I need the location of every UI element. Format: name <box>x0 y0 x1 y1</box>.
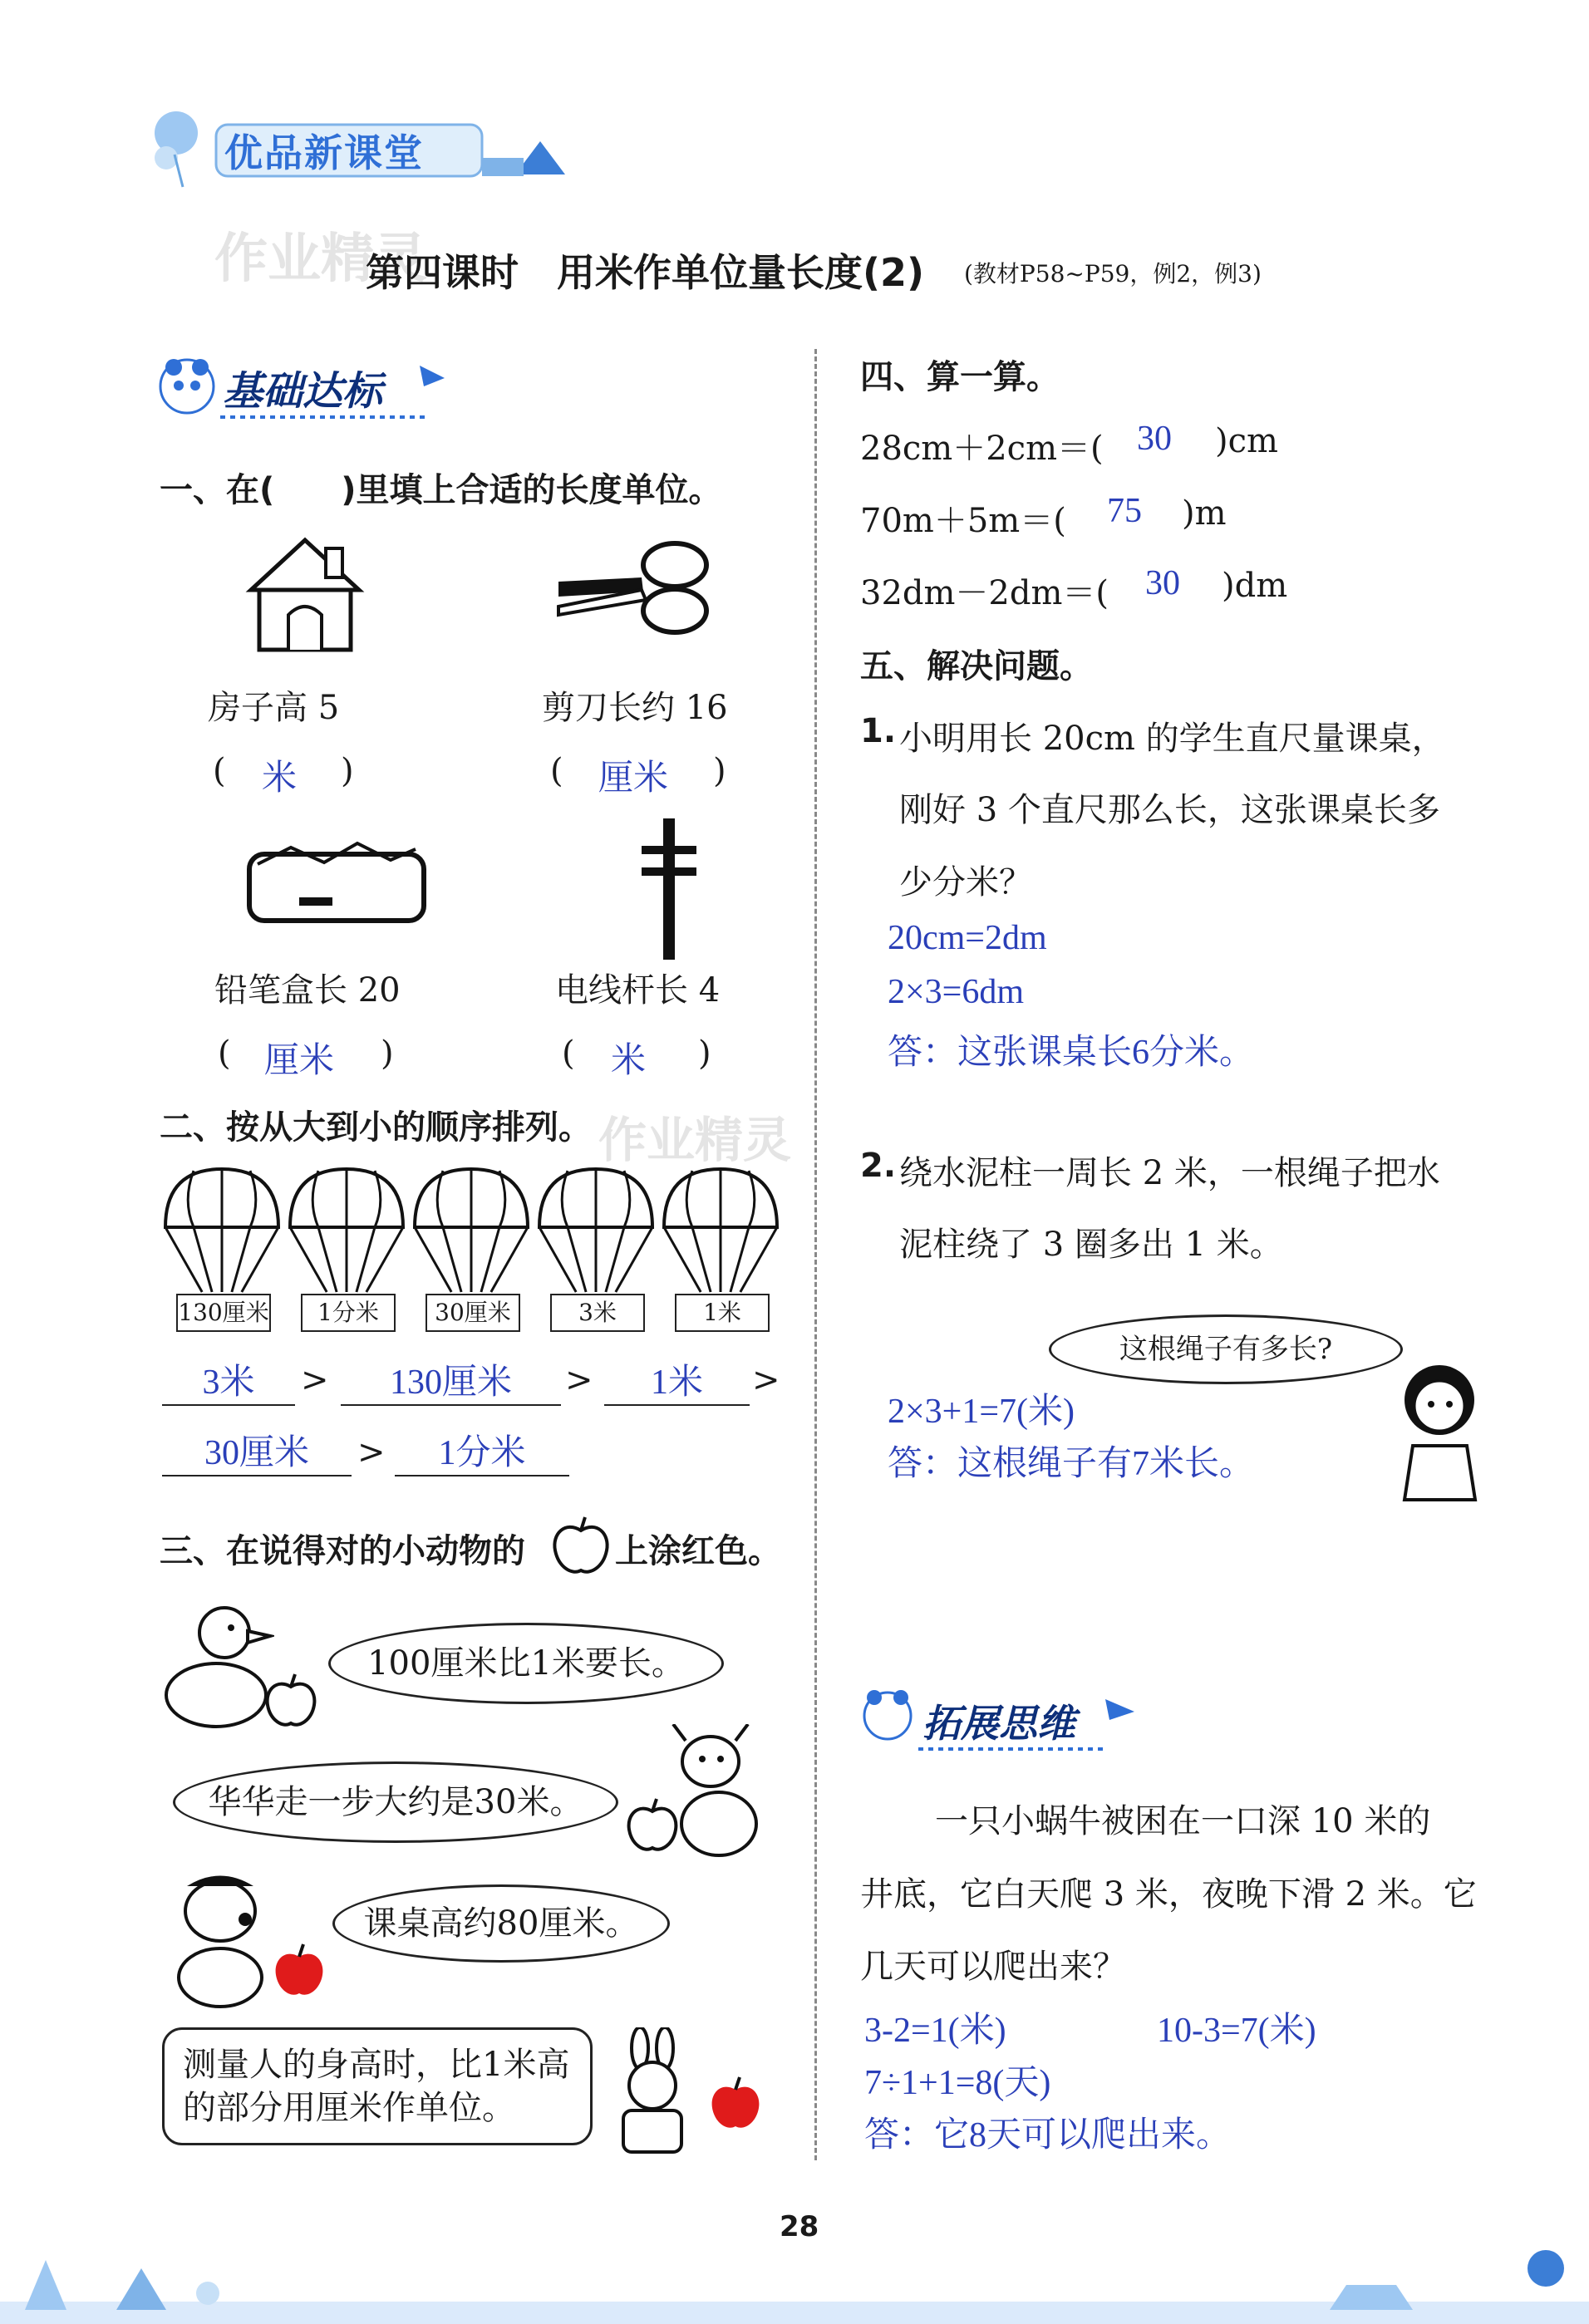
watermark-2: 作业精灵 <box>598 1112 792 1168</box>
q1-item-scissors-paren-close: ) <box>713 752 726 790</box>
q1-item-pole-label: 电线杆长 4 <box>555 971 721 1010</box>
q5-p2-answer-2[interactable]: 答：这根绳子有7米长。 <box>888 1445 1255 1483</box>
watermark: 作业精灵 <box>214 228 427 290</box>
pencil-box-icon <box>241 831 432 931</box>
parachute-4 <box>539 1169 652 1292</box>
ext-line-1: 一只小蜗牛被困在一口深 10 米的 <box>935 1802 1431 1840</box>
q4-row-1-answer[interactable]: 30 <box>1137 420 1172 458</box>
q2-answer-3[interactable]: 1米 <box>604 1354 750 1406</box>
apple-outline-icon-duck <box>262 1670 320 1732</box>
q1-item-scissors-answer[interactable]: 厘米 <box>598 759 669 798</box>
bubble-duck: 100厘米比1米要长。 <box>328 1623 724 1704</box>
ext-answer-2[interactable]: 10-3=7(米) <box>1157 2012 1316 2050</box>
ext-answer-1[interactable]: 3-2=1(米) <box>864 2012 1006 2050</box>
q5-p2-line-2: 泥柱绕了 3 圈多出 1 米。 <box>899 1226 1283 1264</box>
q5-p2-line-1: 绕水泥柱一周长 2 米，一根绳子把水 <box>899 1154 1440 1192</box>
q2-answer-1[interactable]: 3米 <box>162 1354 295 1406</box>
bubble-deer: 华华走一步大约是30米。 <box>173 1761 618 1843</box>
brand-title: 优品新课堂 <box>224 130 424 175</box>
chute-label-3: 30厘米 <box>426 1294 520 1332</box>
apple-outline-icon <box>549 1512 613 1579</box>
q2-answer-2[interactable]: 130厘米 <box>341 1354 561 1406</box>
chute-label-1: 130厘米 <box>176 1294 271 1332</box>
q4-row-2-answer[interactable]: 75 <box>1107 492 1142 530</box>
q1-item-pencilbox-answer[interactable]: 厘米 <box>264 1042 335 1080</box>
pole-icon <box>632 814 706 964</box>
q4-row-1-expr: 28cm＋2cm＝( <box>860 430 1104 468</box>
parachute-1 <box>165 1169 278 1292</box>
ext-answer-4[interactable]: 答：它8天可以爬出来。 <box>864 2116 1232 2154</box>
apple-outline-icon-deer <box>623 1795 681 1857</box>
q5-p1-answer-3[interactable]: 答：这张课桌长6分米。 <box>888 1034 1255 1072</box>
q4-row-1-unit: )cm <box>1215 422 1278 460</box>
parachute-5 <box>664 1169 777 1292</box>
q5-p2-answer-1[interactable]: 2×3+1=7(米) <box>888 1393 1075 1431</box>
q4-row-3-answer[interactable]: 30 <box>1145 564 1180 602</box>
q5-p1-line-3: 少分米？ <box>899 863 1032 902</box>
q5-p1-answer-2[interactable]: 2×3=6dm <box>888 973 1025 1011</box>
q5-p2-bubble: 这根绳子有多长? <box>1049 1314 1403 1384</box>
q4-row-3-unit: )dm <box>1222 567 1288 605</box>
q2-gt-4: > <box>357 1433 386 1472</box>
q5-p2-number: 2. <box>860 1147 897 1185</box>
bubble-dog: 课桌高约80厘米。 <box>332 1884 670 1963</box>
q4-title: 四、算一算。 <box>860 358 1060 396</box>
q2-answer-4[interactable]: 30厘米 <box>162 1425 352 1476</box>
girl-icon <box>1388 1354 1496 1504</box>
q3-title: 三、在说得对的小动物的 <box>160 1532 525 1570</box>
q2-gt-3: > <box>752 1361 780 1399</box>
q1-item-house-paren-open: ( <box>213 752 226 790</box>
ext-line-2: 井底，它白天爬 3 米，夜晚下滑 2 米。它 <box>860 1875 1477 1914</box>
q5-p1-line-1: 小明用长 20cm 的学生直尺量课桌， <box>899 720 1445 758</box>
q1-item-pencilbox-paren-close: ) <box>381 1034 394 1073</box>
chute-label-5: 1米 <box>675 1294 770 1332</box>
q1-title: 一、在( )里填上合适的长度单位。 <box>160 471 722 509</box>
q1-item-pencilbox-label: 铅笔盒长 20 <box>214 971 401 1010</box>
q4-row-2-unit: )m <box>1182 494 1227 533</box>
apple-red-icon <box>270 1940 328 2002</box>
q1-item-scissors-paren-open: ( <box>550 752 563 790</box>
rabbit-icon <box>598 2027 706 2169</box>
q2-answer-5[interactable]: 1分米 <box>395 1425 569 1476</box>
q3-title-end: 上涂红色。 <box>615 1532 781 1570</box>
lesson-title: 第四课时 用米作单位量长度(2) <box>366 250 925 295</box>
duck-icon <box>158 1599 274 1732</box>
q5-title: 五、解决问题。 <box>860 647 1093 685</box>
page-number: 28 <box>780 2210 819 2243</box>
lesson-reference: (教材P58~P59，例2，例3) <box>964 260 1262 287</box>
dog-icon <box>162 1870 287 2011</box>
q1-item-pole-answer[interactable]: 米 <box>611 1042 647 1080</box>
apple-red-icon-rabbit <box>706 2073 765 2135</box>
chute-label-4: 3米 <box>550 1294 645 1332</box>
q5-p1-line-2: 刚好 3 个直尺那么长，这张课桌长多 <box>899 791 1440 829</box>
q1-item-scissors-label: 剪刀长约 16 <box>542 689 728 727</box>
house-icon <box>234 532 376 656</box>
q2-gt-2: > <box>565 1361 593 1399</box>
q5-p1-number: 1. <box>860 712 897 750</box>
q1-item-pole-paren-open: ( <box>562 1034 575 1073</box>
section-basic-title: 基础达标 <box>223 368 383 415</box>
q2-gt-1: > <box>301 1361 329 1399</box>
chute-label-2: 1分米 <box>301 1294 396 1332</box>
q1-item-pencilbox-paren-open: ( <box>218 1034 231 1073</box>
ext-answer-3[interactable]: 7÷1+1=8(天) <box>864 2064 1051 2102</box>
parachute-2 <box>290 1169 403 1292</box>
q1-item-house-answer[interactable]: 米 <box>262 759 298 798</box>
scissors-icon <box>550 532 716 640</box>
parachute-3 <box>415 1169 528 1292</box>
q1-item-house-paren-close: ) <box>341 752 354 790</box>
q4-row-3-expr: 32dm－2dm＝( <box>860 574 1109 612</box>
q1-item-pole-paren-close: ) <box>698 1034 711 1073</box>
section-ext-title: 拓展思维 <box>922 1701 1075 1746</box>
bubble-rabbit: 测量人的身高时，比1米高的部分用厘米作单位。 <box>162 2027 593 2145</box>
q1-item-house-label: 房子高 5 <box>208 689 340 727</box>
ext-line-3: 几天可以爬出来？ <box>860 1948 1126 1986</box>
q2-title: 二、按从大到小的顺序排列。 <box>160 1108 592 1147</box>
column-divider <box>814 349 817 2160</box>
q5-p1-answer-1[interactable]: 20cm=2dm <box>888 919 1047 957</box>
q4-row-2-expr: 70m＋5m＝( <box>860 502 1066 540</box>
